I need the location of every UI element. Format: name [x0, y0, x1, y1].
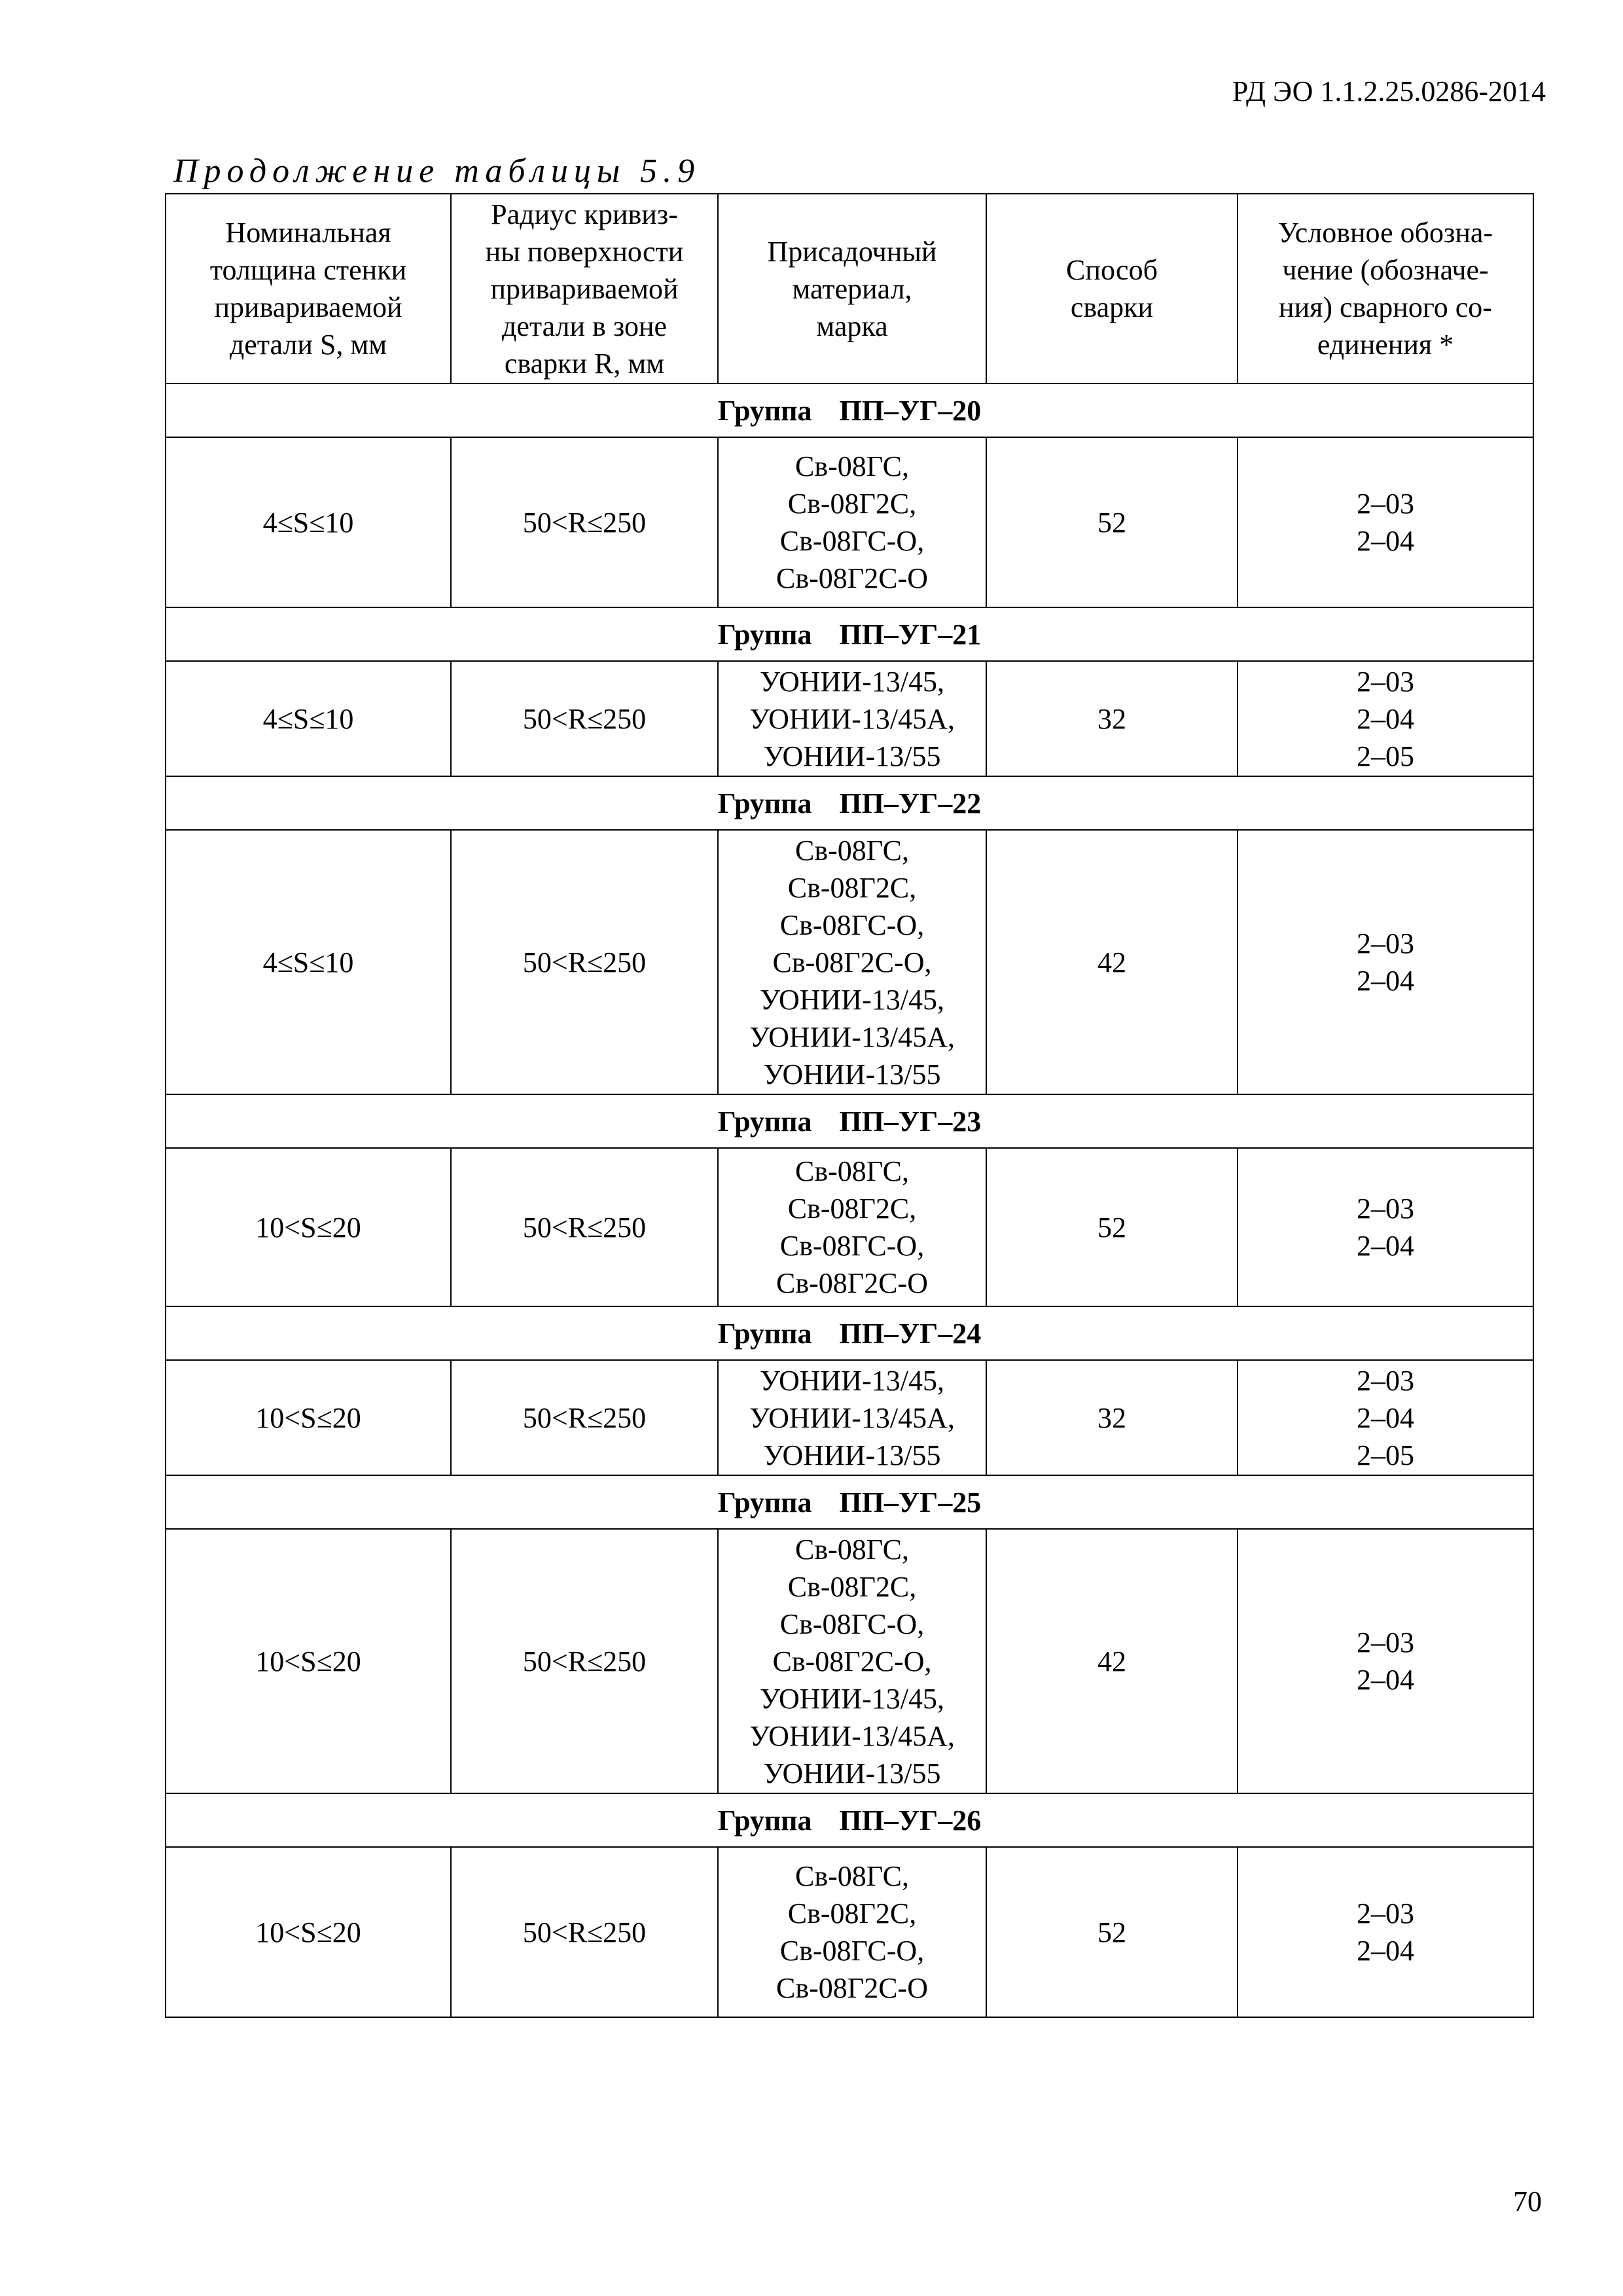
table-row [166, 661, 1533, 776]
group-title [166, 384, 1533, 437]
cell-method: 42 [986, 830, 1238, 1094]
cell-thickness: 10<S≤20 [166, 1529, 451, 1793]
group-header-row [166, 1475, 1533, 1529]
cell-filler: УОНИИ-13/45, УОНИИ-13/45А, УОНИИ-13/55 [718, 1360, 986, 1475]
group-label: Группа [717, 1105, 812, 1138]
table-header-row [166, 194, 1533, 384]
group-code: ПП–УГ–24 [839, 1317, 982, 1350]
group-label: Группа [717, 1317, 812, 1350]
group-header-row [166, 1094, 1533, 1148]
cell-filler: Св-08ГС, Св-08Г2С, Св-08ГС-О, Св-08Г2С-О, УОНИИ-13/45, УОНИИ-13/45А, УОНИИ-13/55 [718, 830, 986, 1094]
cell-radius: 50<R≤250 [451, 1529, 718, 1793]
group-label: Группа [717, 394, 812, 427]
cell-filler: Св-08ГС, Св-08Г2С, Св-08ГС-О, Св-08Г2С-О, УОНИИ-13/45, УОНИИ-13/45А, УОНИИ-13/55 [718, 1529, 986, 1793]
group-title [166, 607, 1533, 661]
table-caption: Продолжение таблицы 5.9 [173, 152, 701, 190]
group-header-row [166, 1306, 1533, 1360]
group-label: Группа [717, 1486, 812, 1518]
cell-designation: 2–03 2–04 [1238, 830, 1533, 1094]
cell-radius: 50<R≤250 [451, 1360, 718, 1475]
table-row [166, 1529, 1533, 1793]
group-code: ПП–УГ–25 [839, 1486, 982, 1518]
column-header-filler: Присадочный материал, марка [718, 194, 986, 384]
group-header-row [166, 1793, 1533, 1847]
welding-table [165, 193, 1534, 2018]
group-label: Группа [717, 618, 812, 651]
group-header-row [166, 384, 1533, 437]
document-code: РД ЭО 1.1.2.25.0286-2014 [1232, 75, 1546, 107]
cell-thickness: 4≤S≤10 [166, 830, 451, 1094]
group-code: ПП–УГ–26 [839, 1804, 982, 1837]
cell-radius: 50<R≤250 [451, 1148, 718, 1306]
cell-radius: 50<R≤250 [451, 830, 718, 1094]
cell-method: 52 [986, 1847, 1238, 2017]
column-header-radius: Радиус кривиз- ны поверхности привариваемой детали в зоне сварки R, мм [451, 194, 718, 384]
cell-method: 52 [986, 437, 1238, 607]
cell-filler: Св-08ГС, Св-08Г2С, Св-08ГС-О, Св-08Г2С-О [718, 437, 986, 607]
cell-designation: 2–03 2–04 [1238, 1148, 1533, 1306]
group-code: ПП–УГ–20 [839, 394, 982, 427]
column-header-thickness: Номинальная толщина стенки привариваемой детали S, мм [166, 194, 451, 384]
group-title [166, 776, 1533, 830]
table-body [166, 384, 1533, 2017]
cell-filler: УОНИИ-13/45, УОНИИ-13/45А, УОНИИ-13/55 [718, 661, 986, 776]
group-header-row [166, 776, 1533, 830]
cell-method: 32 [986, 1360, 1238, 1475]
cell-thickness: 10<S≤20 [166, 1847, 451, 2017]
column-header-method: Способ сварки [986, 194, 1238, 384]
group-label: Группа [717, 1804, 812, 1837]
cell-method: 32 [986, 661, 1238, 776]
group-code: ПП–УГ–21 [839, 618, 982, 651]
group-code: ПП–УГ–22 [839, 787, 982, 819]
table-row [166, 1847, 1533, 2017]
group-title [166, 1094, 1533, 1148]
table-row [166, 437, 1533, 607]
cell-filler: Св-08ГС, Св-08Г2С, Св-08ГС-О, Св-08Г2С-О [718, 1847, 986, 2017]
cell-designation: 2–03 2–04 2–05 [1238, 661, 1533, 776]
column-header-designation: Условное обозна- чение (обозначе- ния) сварного со- единения * [1238, 194, 1533, 384]
cell-radius: 50<R≤250 [451, 1847, 718, 2017]
cell-thickness: 4≤S≤10 [166, 661, 451, 776]
group-code: ПП–УГ–23 [839, 1105, 982, 1138]
group-title [166, 1475, 1533, 1529]
page-number: 70 [1513, 2185, 1542, 2217]
cell-designation: 2–03 2–04 [1238, 437, 1533, 607]
cell-designation: 2–03 2–04 2–05 [1238, 1360, 1533, 1475]
group-title [166, 1306, 1533, 1360]
group-label: Группа [717, 787, 812, 819]
cell-method: 42 [986, 1529, 1238, 1793]
cell-thickness: 10<S≤20 [166, 1148, 451, 1306]
cell-radius: 50<R≤250 [451, 661, 718, 776]
cell-designation: 2–03 2–04 [1238, 1847, 1533, 2017]
cell-method: 52 [986, 1148, 1238, 1306]
group-header-row [166, 607, 1533, 661]
cell-radius: 50<R≤250 [451, 437, 718, 607]
table-row [166, 1360, 1533, 1475]
cell-thickness: 10<S≤20 [166, 1360, 451, 1475]
cell-thickness: 4≤S≤10 [166, 437, 451, 607]
group-title [166, 1793, 1533, 1847]
cell-designation: 2–03 2–04 [1238, 1529, 1533, 1793]
table-row [166, 1148, 1533, 1306]
cell-filler: Св-08ГС, Св-08Г2С, Св-08ГС-О, Св-08Г2С-О [718, 1148, 986, 1306]
table-row [166, 830, 1533, 1094]
